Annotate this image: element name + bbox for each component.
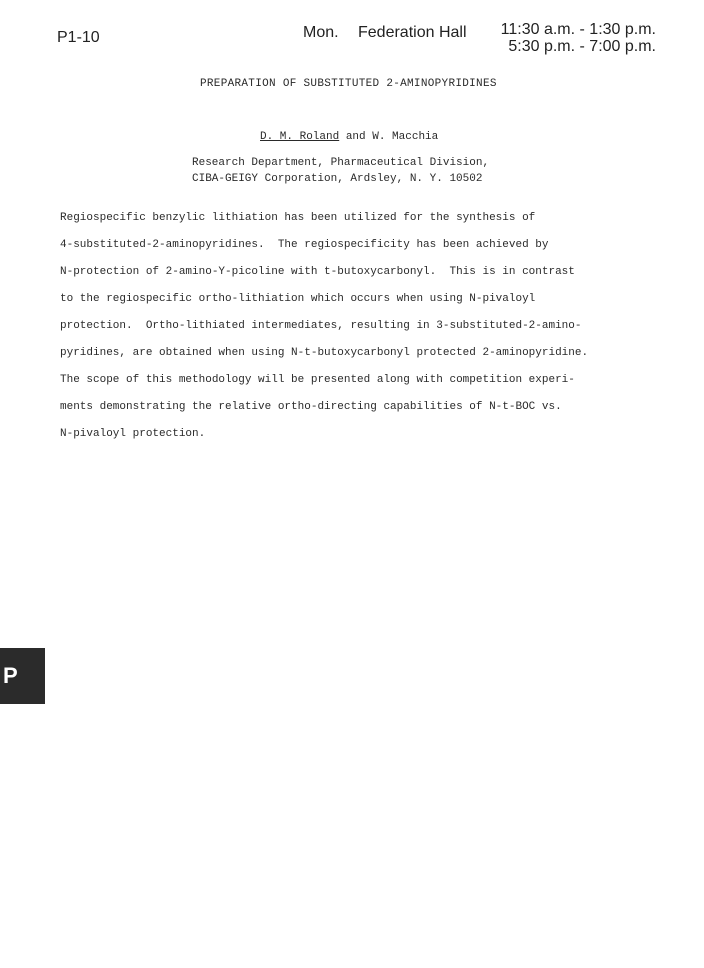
session-venue: Federation Hall: [358, 24, 467, 41]
abstract-line: N-protection of 2-amino-Y-picoline with t-butoxycarbonyl. This is in contrast: [60, 266, 575, 278]
abstract-line: 4-substituted-2-aminopyridines. The regiospecificity has been achieved by: [60, 239, 549, 251]
presenting-author: D. M. Roland: [260, 131, 340, 143]
authors: [260, 131, 438, 143]
section-tab: P: [0, 648, 45, 704]
session-id: P1-10: [57, 29, 100, 46]
abstract-line: to the regiospecific ortho-lithiation which occurs when using N-pivaloyl: [60, 293, 536, 305]
session-day: Mon.: [303, 24, 339, 41]
co-author: W. Macchia: [372, 131, 439, 143]
abstract-line: Regiospecific benzylic lithiation has been utilized for the synthesis of: [60, 212, 536, 224]
abstract-line: ments demonstrating the relative ortho-directing capabilities of N-t-BOC vs.: [60, 401, 562, 413]
session-time-2: 5:30 p.m. - 7:00 p.m.: [508, 38, 656, 55]
affiliation-line-2: CIBA-GEIGY Corporation, Ardsley, N. Y. 10502: [192, 173, 483, 185]
paper-title: PREPARATION OF SUBSTITUTED 2-AMINOPYRIDINES: [200, 78, 497, 90]
author-connector: and: [339, 131, 373, 143]
affiliation-line-1: Research Department, Pharmaceutical Division,: [192, 157, 490, 169]
abstract-line: protection. Ortho-lithiated intermediates, resulting in 3-substituted-2-amino-: [60, 320, 582, 332]
abstract-line: The scope of this methodology will be presented along with competition experi-: [60, 374, 575, 386]
abstract-line: N-pivaloyl protection.: [60, 428, 206, 440]
abstract: [60, 210, 660, 453]
abstract-line: pyridines, are obtained when using N-t-butoxycarbonyl protected 2-aminopyridine.: [60, 347, 589, 359]
session-time-1: 11:30 a.m. - 1:30 p.m.: [500, 21, 656, 38]
